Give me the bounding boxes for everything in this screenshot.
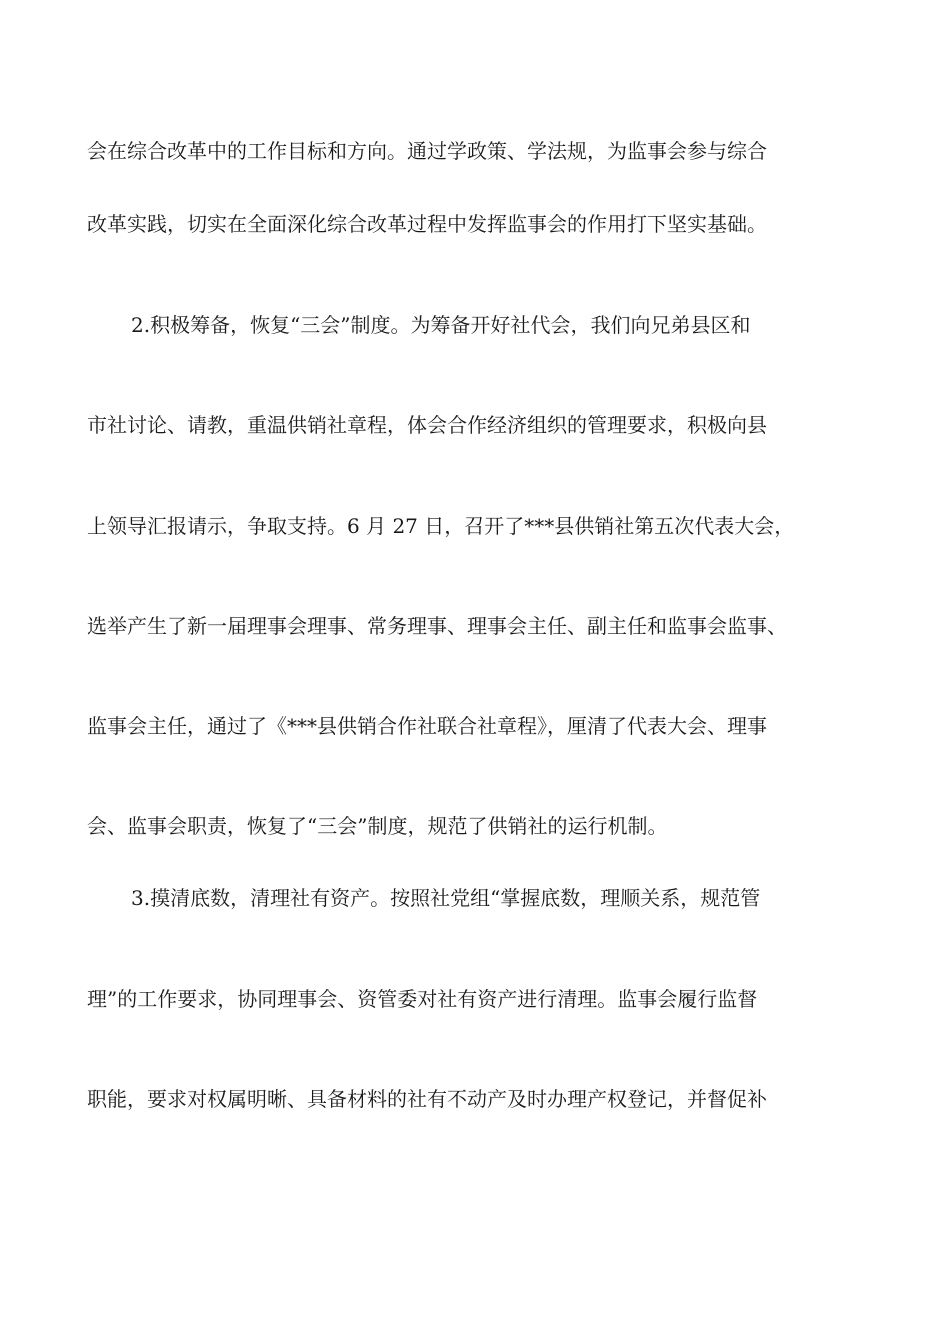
text-line: 会、监事会职责，恢复了“三会”制度，规范了供销社的运行机制。 <box>87 814 668 838</box>
text-line: 选举产生了新一届理事会理事、常务理事、理事会主任、副主任和监事会监事、 <box>87 614 787 638</box>
paragraph-2-first-line: 2.积极筹备，恢复“三会”制度。为筹备开好社代会，我们向兄弟县区和 <box>131 313 751 337</box>
paragraph-3-first-line: 3.摸清底数，清理社有资产。按照社党组“掌握底数，理顺关系，规范管 <box>131 886 761 910</box>
text-line: 上领导汇报请示，争取支持。6 月 27 日，召开了***县供销社第五次代表大会， <box>87 514 795 538</box>
text-line: 市社讨论、请教，重温供销社章程，体会合作经济组织的管理要求，积极向县 <box>87 413 767 437</box>
text-line: 理”的工作要求，协同理事会、资管委对社有资产进行清理。监事会履行监督 <box>87 987 758 1011</box>
text-line: 会在综合改革中的工作目标和方向。通过学政策、学法规，为监事会参与综合 <box>87 139 767 163</box>
text-line: 改革实践，切实在全面深化综合改革过程中发挥监事会的作用打下坚实基础。 <box>87 212 767 236</box>
text-line: 职能，要求对权属明晰、具备材料的社有不动产及时办理产权登记，并督促补 <box>87 1087 767 1111</box>
text-line: 监事会主任，通过了《***县供销合作社联合社章程》，厘清了代表大会、理事 <box>87 714 767 738</box>
